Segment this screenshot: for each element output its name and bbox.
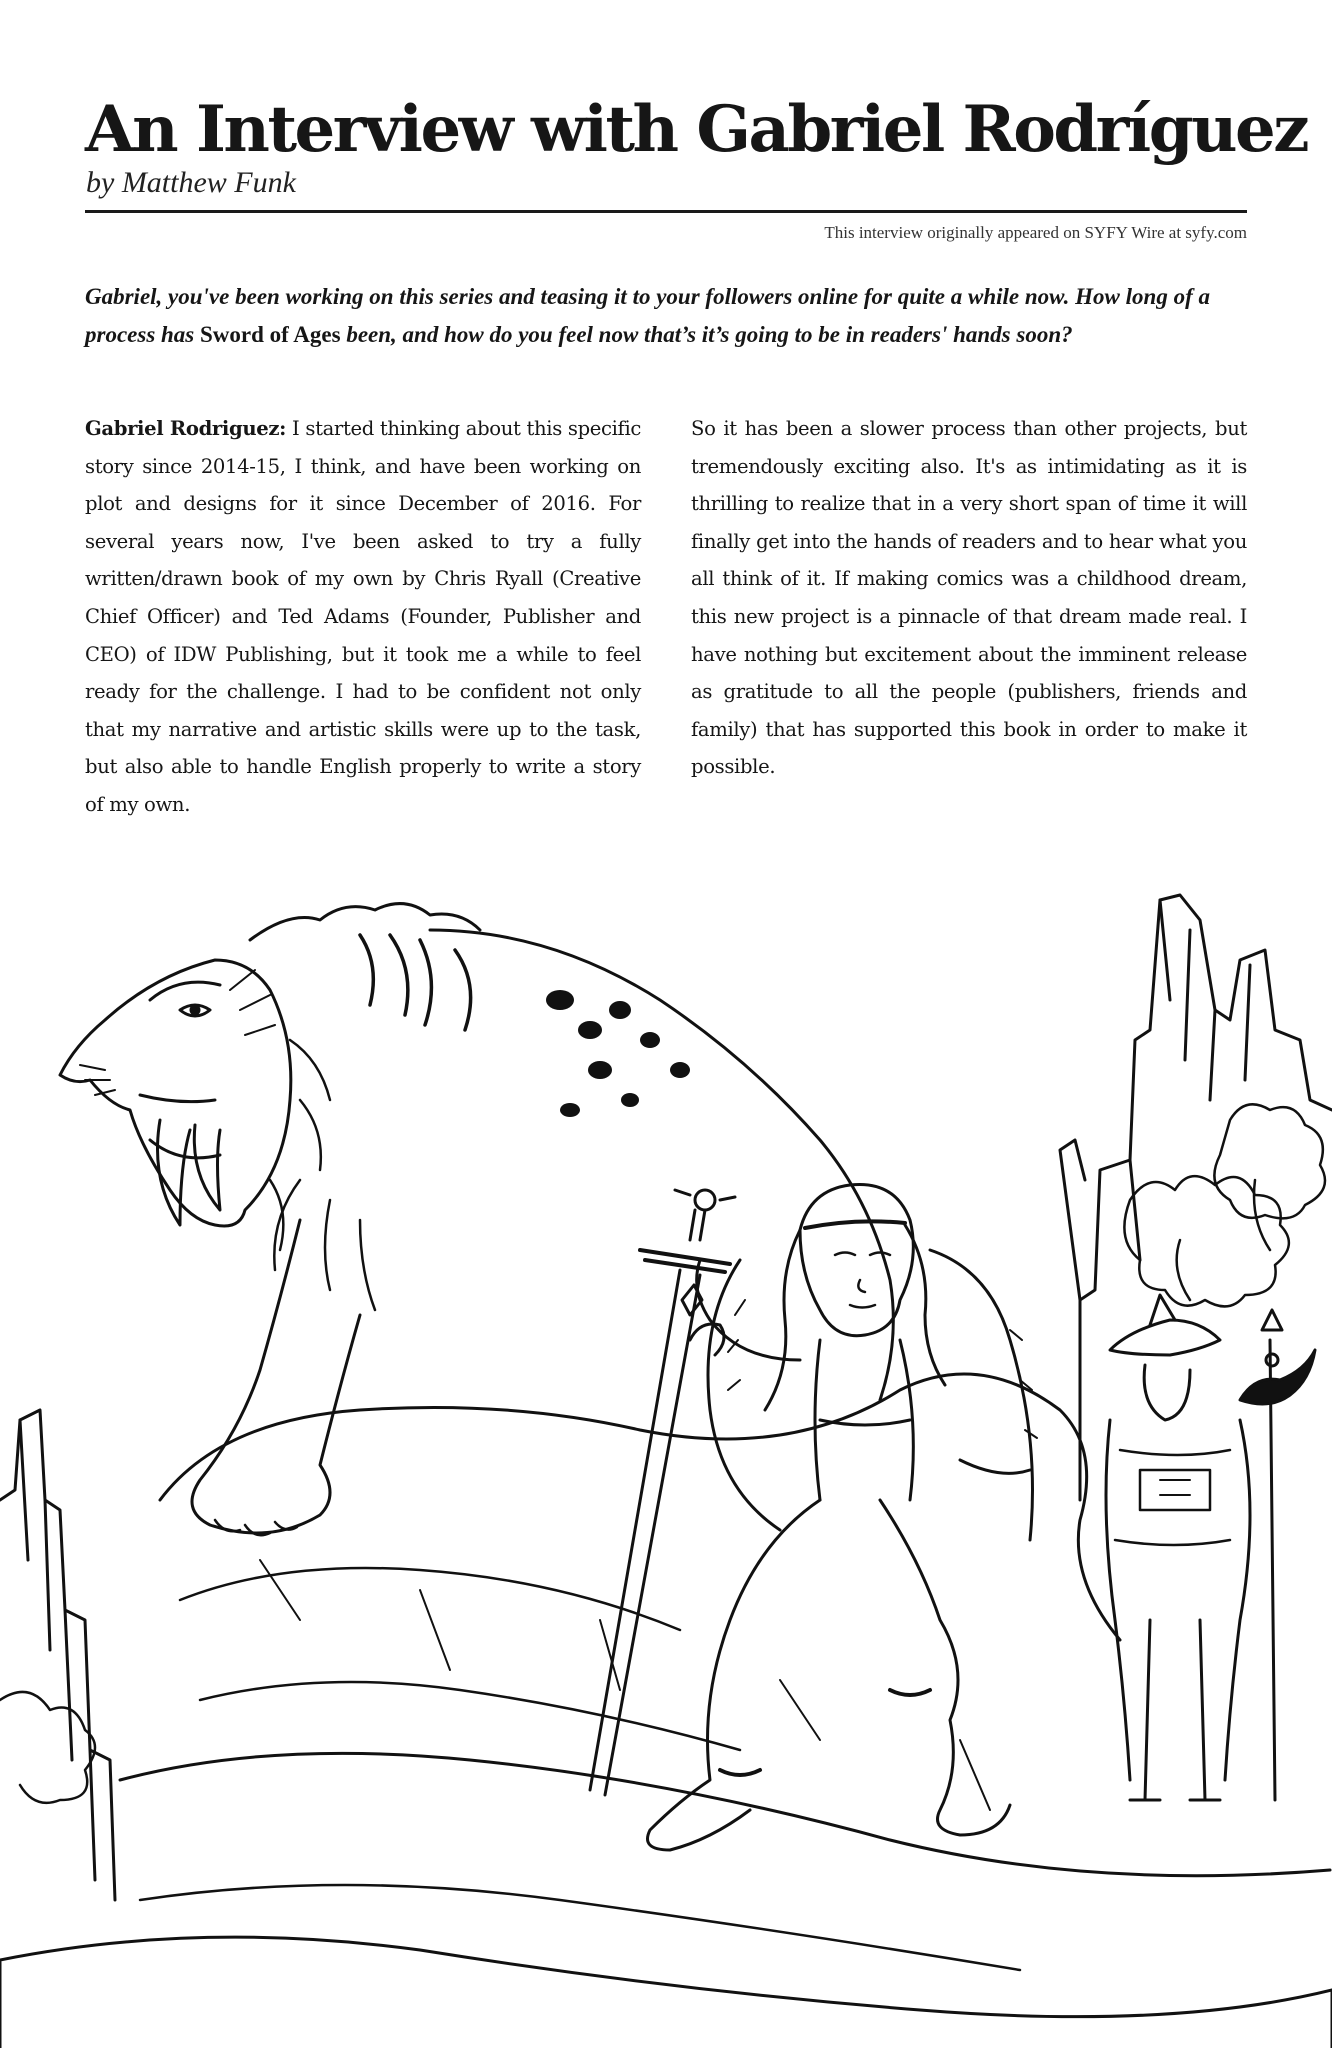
foreground-rock xyxy=(0,1374,1332,2048)
answer-text-left: I started thinking about this specific story since 2014-15, I think, and have been working on plot and designs for it since December of 2016. For several years now, I've been asked to try a fully written/drawn book of my own by Chris Ryall (Creative Chief Officer) and Ted Adams (Founder, Publisher and CEO) of IDW Publishing, but it took me a while to feel ready for the challenge. I had to be confident not only that my narrative and artistic skills were up to the task, but also able to handle English properly to write a story of my own. xyxy=(85,417,642,816)
foliage-right xyxy=(1124,1104,1325,1306)
heroine xyxy=(648,1184,1038,1850)
answer-column-right xyxy=(691,410,1247,786)
sword xyxy=(590,1190,735,1795)
article-title: An Interview with Gabriel Rodríguez xyxy=(85,92,1308,167)
book-title: Sword of Ages xyxy=(200,322,341,347)
question-text-part1: Gabriel, you've been working on this series and teasing it to your followers online for quite a while now. How long of a process has xyxy=(85,284,1210,347)
source-credit: This interview originally appeared on SYFY Wire at syfy.com xyxy=(824,223,1247,242)
question-text-part2: been, and how do you feel now that’s it’s going to be in readers' hands soon? xyxy=(340,322,1073,347)
speaker-name: Gabriel Rodriguez: xyxy=(85,417,287,440)
line-art-illustration xyxy=(0,860,1332,2048)
old-wizard xyxy=(1106,1295,1315,1800)
rock-spires-left xyxy=(0,1410,115,1900)
byline: by Matthew Funk xyxy=(86,166,296,199)
sabertooth-cat xyxy=(60,904,893,1536)
interview-question xyxy=(85,278,1250,354)
answer-text-right: So it has been a slower process than other projects, but tremendously exciting also. It's as intimidating as it is thrilling to realize that in a very short span of time it will finally get into the hands of readers and to hear what you all think of it. If making comics was a childhood dream, this new project is a pinnacle of that dream made real. I have nothing but excitement about the imminent release as gratitude to all the people (publishers, friends and family) that has supported this book in order to make it possible. xyxy=(691,417,1247,779)
rock-spires-right xyxy=(1060,895,1332,1500)
answer-column-left xyxy=(85,410,641,824)
title-rule xyxy=(85,210,1247,213)
